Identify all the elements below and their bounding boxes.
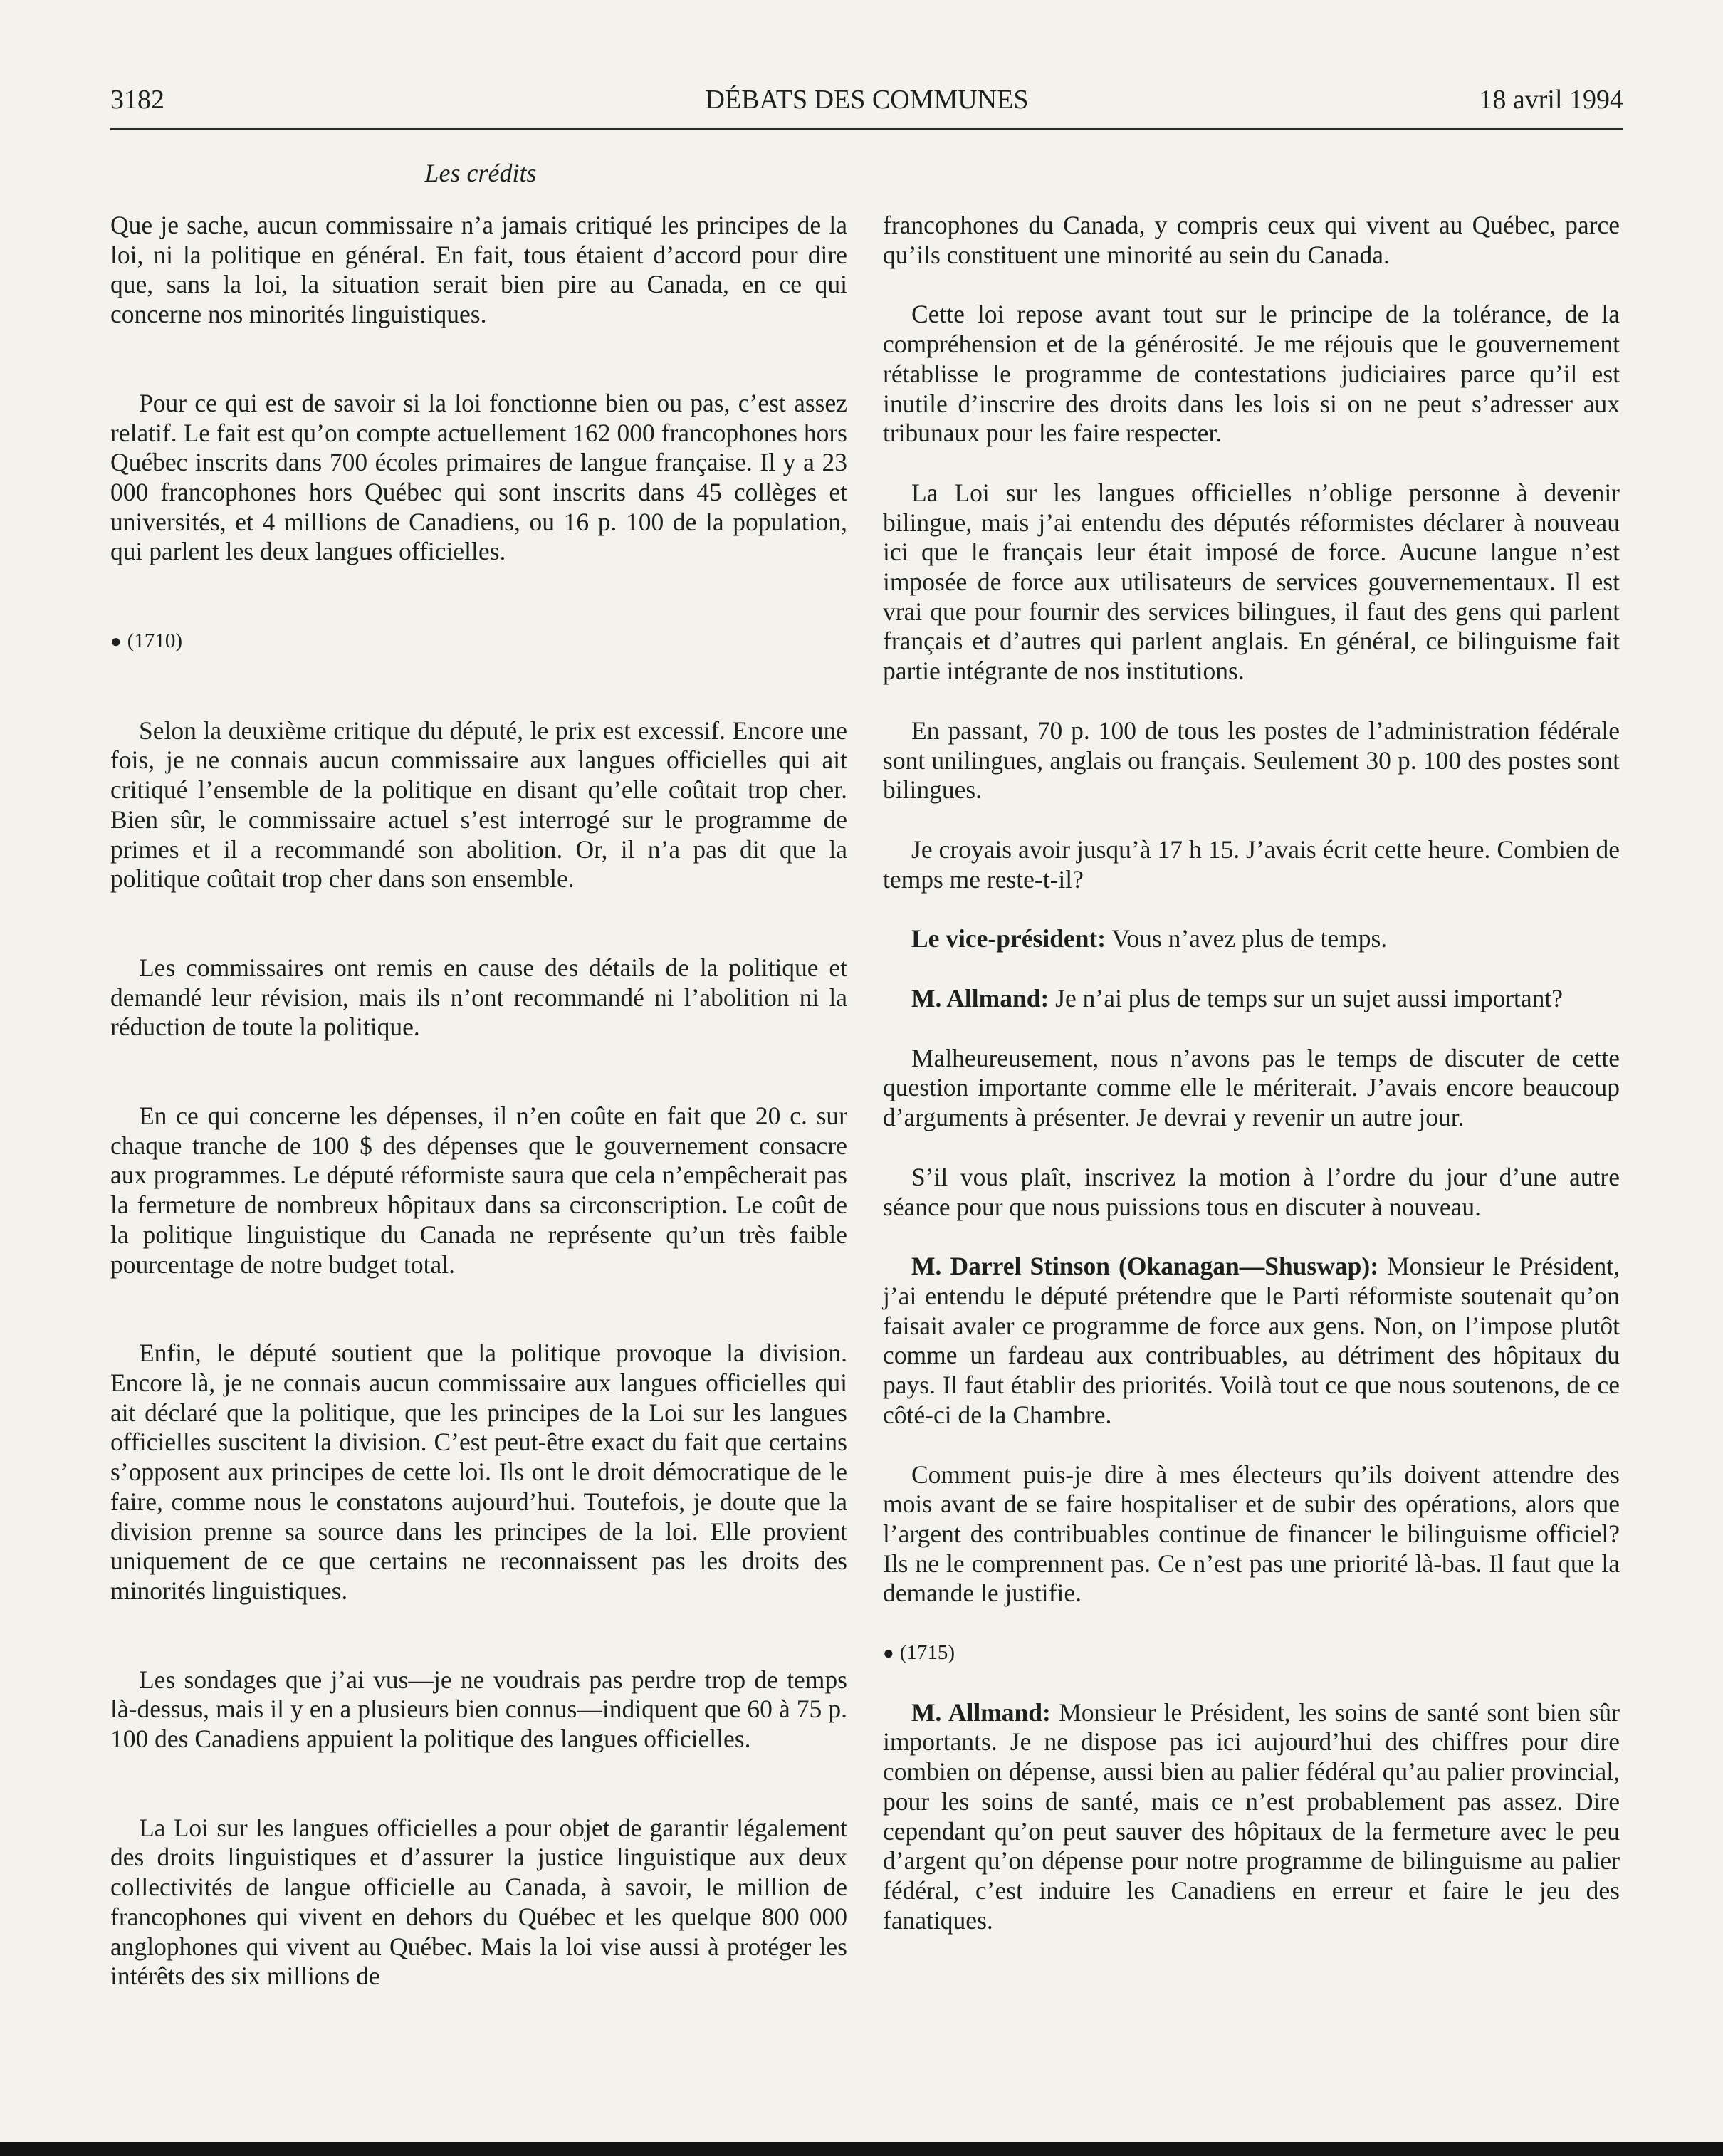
header-rule (110, 128, 1623, 130)
left-column (110, 211, 847, 1992)
paragraph: francophones du Canada, y compris ceux qui vivent au Québec, parce qu’ils constituent une minorité au sein du Canada. (883, 211, 1620, 269)
speech-text: Je n’ai plus de temps sur un sujet aussi important? (1049, 984, 1564, 1013)
speaker-name: M. Allmand: (911, 1697, 1051, 1727)
page-number: 3182 (110, 85, 164, 115)
speaker-name: M. Darrel Stinson (Okanagan—Shuswap): (911, 1252, 1379, 1281)
paragraph: En passant, 70 p. 100 de tous les postes de l’administration fédérale sont unilingues, anglais ou français. Seulement 30 p. 100 des postes sont bilingues. (883, 716, 1620, 805)
scan-edge (0, 2142, 1723, 2156)
speech-text: Monsieur le Président, les soins de santé sont bien sûr importants. Je ne dispose pas ici aujourd’hui des chiffres pour dire combien on dépense, aussi bien au palier fédéral qu’au palier provincial, pour les soins de santé, mais ce n’est probablement pas assez. Dire cependant qu’on peut sauver des hôpitaux de la fermeture avec le peu d’argent qu’on dépense pour notre programme de bilinguisme au palier fédéral, c’est induire les Canadiens en erreur et faire le jeu des fanatiques. (883, 1697, 1620, 1935)
paragraph: Malheureusement, nous n’avons pas le temps de discuter de cette question importante comme elle le mériterait. J’avais encore beaucoup d’arguments à présenter. Je devrai y revenir un autre jour. (883, 1043, 1620, 1132)
paragraph: Cette loi repose avant tout sur le principe de la tolérance, de la compréhension et de la générosité. Je me réjouis que le gouvernement rétablisse le programme de contestations judiciaires parce qu’il est inutile d’inscrire des droits dans les lois si on ne peut s’adresser aux tribunaux pour les faire respecter. (883, 300, 1620, 448)
paragraph: Comment puis-je dire à mes électeurs qu’ils doivent attendre des mois avant de se faire hospitaliser et de subir des opérations, alors que l’argent des contribuables continue de financer le bilinguisme officiel? Ils ne le comprennent pas. Ce n’est pas une priorité là-bas. Il faut que la demande le justifie. (883, 1460, 1620, 1608)
time-marker-label: (1710) (127, 629, 183, 653)
right-column (883, 211, 1620, 1935)
page-header (110, 84, 1623, 128)
paragraph: S’il vous plaît, inscrivez la motion à l’ordre du jour d’une autre séance pour que nous puissions tous en discuter à nouveau. (883, 1162, 1620, 1221)
section-title: Les crédits (424, 159, 537, 187)
time-marker (110, 627, 847, 656)
page-date: 18 avril 1994 (1479, 85, 1623, 115)
time-marker-label: (1715) (899, 1641, 955, 1665)
paragraph: Je croyais avoir jusqu’à 17 h 15. J’avais écrit cette heure. Combien de temps me reste-t-il? (883, 834, 1620, 894)
paragraph: Pour ce qui est de savoir si la loi fonctionne bien ou pas, c’est assez relatif. Le fait est qu’on compte actuellement 162 000 francophones hors Québec inscrits dans 700 écoles primaires de langue française. Il y a 23 000 francophones hors Québec qui sont inscrits dans 45 collèges et universités, et 4 millions de Canadiens, ou 16 p. 100 de la population, qui parlent les deux langues officielles. (110, 388, 847, 566)
speaker-name: Le vice-président: (911, 924, 1106, 953)
paragraph: La Loi sur les langues officielles n’oblige personne à devenir bilingue, mais j’ai entendu des députés réformistes déclarer à nouveau ici que le français leur était imposé de force. Aucune langue n’est imposée de force aux utilisateurs de services gouvernementaux. Il est vrai que pour fournir des services bilingues, il faut des gens qui parlent français et d’autres qui parlent anglais. En général, ce bilinguisme fait partie intégrante de nos institutions. (883, 478, 1620, 686)
paragraph: Enfin, le député soutient que la politique provoque la division. Encore là, je ne connais aucun commissaire aux langues officielles qui ait déclaré que la politique, que les principes de la Loi sur les langues officielles suscitent la division. C’est peut-être exact du fait que certains s’opposent aux principes de cette loi. Ils ont le droit démocratique de le faire, comme nous le constatons aujourd’hui. Toutefois, je doute que la division prenne sa source dans les principes de la loi. Elle provient uniquement de ce que certains ne reconnaissent pas les droits des minorités linguistiques. (110, 1339, 847, 1605)
speech-text: Vous n’avez plus de temps. (1106, 924, 1388, 953)
publication-title: DÉBATS DES COMMUNES (705, 85, 1029, 115)
paragraph: Que je sache, aucun commissaire n’a jamais critiqué les principes de la loi, ni la politique en général. En fait, tous étaient d’accord pour dire que, sans la loi, la situation serait bien pire au Canada, en ce qui concerne nos minorités linguistiques. (110, 211, 847, 329)
speech (883, 1252, 1620, 1430)
speech (883, 924, 1620, 954)
speech (883, 984, 1620, 1014)
bullet-icon: ● (883, 1643, 894, 1664)
paragraph: Les commissaires ont remis en cause des détails de la politique et demandé leur révision, mais ils n’ont recommandé ni l’abolition ni la réduction de toute la politique. (110, 953, 847, 1042)
paragraph: Selon la deuxième critique du député, le prix est excessif. Encore une fois, je ne connais aucun commissaire aux langues officielles qui ait critiqué l’ensemble de la politique en disant qu’elle coûtait trop cher. Bien sûr, le commissaire actuel s’est interrogé sur le programme de primes et il a recommandé son abolition. Or, il n’a pas dit que la politique coûtait trop cher dans son ensemble. (110, 716, 847, 894)
paragraph: Les sondages que j’ai vus—je ne voudrais pas perdre trop de temps là-dessus, mais il y en a plusieurs bien connus—indiquent que 60 à 75 p. 100 des Canadiens appuient la politique des langues officielles. (110, 1665, 847, 1754)
paragraph: En ce qui concerne les dépenses, il n’en coûte en fait que 20 c. sur chaque tranche de 100 $ des dépenses que le gouvernement consacre aux programmes. Le député réformiste saura que cela n’empêcherait pas la fermeture de nombreux hôpitaux dans sa circonscription. Le coût de la politique linguistique du Canada ne représente qu’un très faible pourcentage de notre budget total. (110, 1101, 847, 1279)
speech (883, 1698, 1620, 1936)
speaker-name: M. Allmand: (911, 984, 1049, 1013)
speech-text: Monsieur le Président, j’ai entendu le député prétendre que le Parti réformiste soutenait qu’on faisait avaler ce programme de force aux gens. Non, on l’impose plutôt comme un fardeau aux contribuables, au détriment des hôpitaux du pays. Il faut établir des priorités. Voilà tout ce que nous soutenons, de ce côté-ci de la Chambre. (883, 1252, 1620, 1429)
bullet-icon: ● (110, 631, 122, 652)
time-marker (883, 1638, 1620, 1668)
paragraph: La Loi sur les langues officielles a pour objet de garantir légalement des droits linguistiques et d’assurer la justice linguistique aux deux collectivités de langue officielle au Canada, à savoir, le million de francophones qui vivent en dehors du Québec et les quelque 800 000 anglophones qui vivent au Québec. Mais la loi vise aussi à protéger les intérêts des six millions de (110, 1813, 847, 1991)
